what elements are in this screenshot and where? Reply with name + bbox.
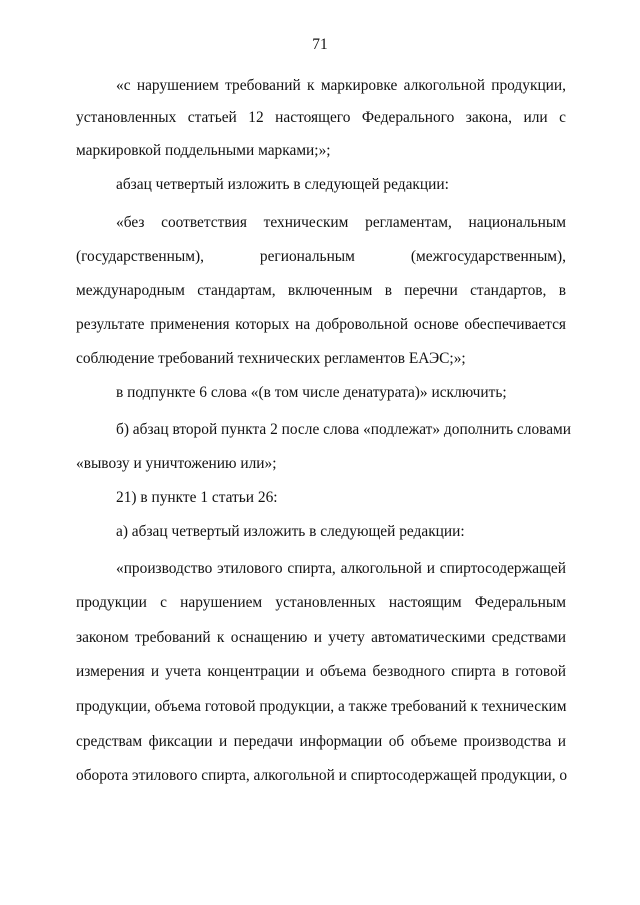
text-line: б) абзац второй пункта 2 после слова «подлежат» дополнить словами	[116, 421, 572, 438]
text-line: а) абзац четвертый изложить в следующей редакции:	[116, 523, 465, 540]
text-line: абзац четвертый изложить в следующей редакции:	[116, 176, 449, 193]
text-line: 21) в пункте 1 статьи 26:	[116, 489, 278, 506]
text-line: «производство этилового спирта, алкогольной и спиртосодержащей	[116, 560, 566, 577]
text-line: «без соответствия техническим регламентам, национальным	[116, 214, 566, 231]
text-line: (государственным), региональным (межгосударственным),	[76, 248, 566, 265]
text-line: международным стандартам, включенным в перечни стандартов, в	[76, 282, 566, 299]
text-line: установленных статьей 12 настоящего Федерального закона, или с	[76, 109, 566, 126]
text-line: продукции, объема готовой продукции, а также требований к техническим	[76, 698, 567, 715]
text-line: законом требований к оснащению и учету автоматическими средствами	[76, 629, 566, 646]
text-line: маркировкой поддельными марками;»;	[76, 142, 331, 159]
text-line: «с нарушением требований к маркировке алкогольной продукции,	[116, 77, 566, 94]
text-line: оборота этилового спирта, алкогольной и спиртосодержащей продукции, о	[76, 767, 568, 784]
page-number: 71	[312, 36, 328, 53]
text-line: средствам фиксации и передачи информации об объеме производства и	[76, 733, 566, 750]
text-line: соблюдение требований технических регламентов ЕАЭС;»;	[76, 350, 466, 367]
text-line: в подпункте 6 слова «(в том числе денатурата)» исключить;	[116, 384, 507, 401]
text-line: «вывозу и уничтожению или»;	[76, 455, 277, 472]
text-line: результате применения которых на добровольной основе обеспечивается	[76, 316, 566, 333]
text-line: измерения и учета концентрации и объема безводного спирта в готовой	[76, 663, 566, 680]
text-line: продукции с нарушением установленных настоящим Федеральным	[76, 594, 566, 611]
